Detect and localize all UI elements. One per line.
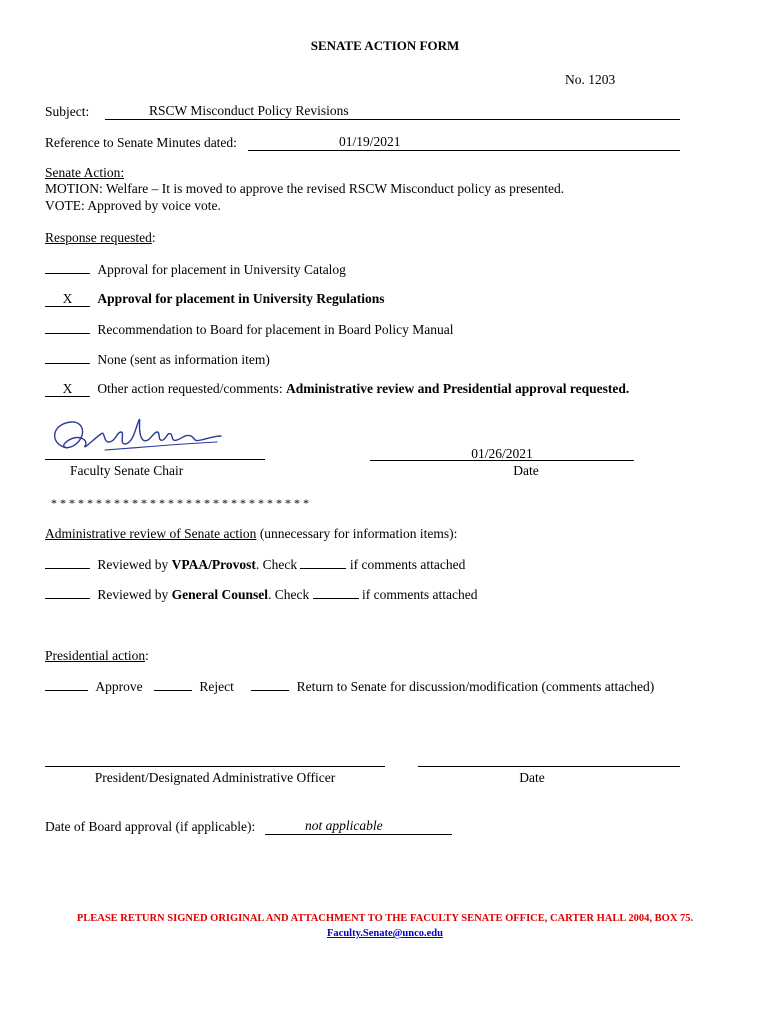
presidential-options [45, 678, 654, 695]
return-blank[interactable] [251, 678, 289, 691]
chair-date-label: Date [513, 463, 539, 478]
senate-action-heading: Senate Action: [45, 165, 125, 180]
response-item: Recommendation to Board for placement in Board Policy Manual [45, 321, 454, 338]
reference-field [248, 134, 680, 151]
board-approval-label: Date of Board approval (if applicable): [45, 819, 256, 834]
vote-text: VOTE: Approved by voice vote. [45, 198, 221, 213]
subject-label: Subject: [45, 104, 90, 119]
reject-label: Reject [199, 679, 234, 694]
president-date-label: Date [519, 770, 545, 785]
faculty-senate-email-link[interactable]: Faculty.Senate@unco.edu [327, 928, 443, 939]
vpaa-review-row: Reviewed by VPAA/Provost. Check if comments attached [45, 556, 465, 573]
president-label: President/Designated Administrative Officer [94, 770, 336, 785]
approve-blank[interactable] [45, 678, 88, 691]
board-approval-value: not applicable [305, 818, 383, 833]
response-item: None (sent as information item) [45, 351, 270, 368]
approve-label: Approve [95, 679, 143, 694]
handwritten-signature [45, 410, 225, 460]
chair-signature-line[interactable] [45, 459, 265, 460]
form-number-value: 1203 [588, 72, 616, 87]
return-notice: PLEASE RETURN SIGNED ORIGINAL AND ATTACHMENT TO THE FACULTY SENATE OFFICE, CARTER HALL 2004, BOX 75. [76, 913, 694, 924]
checkbox-marked[interactable]: X [45, 292, 90, 307]
vpaa-review-blank[interactable] [45, 556, 90, 569]
subject-field [105, 103, 680, 120]
response-item: X Approval for placement in University Regulations [45, 291, 385, 307]
motion-text: MOTION: Welfare – It is moved to approve the revised RSCW Misconduct policy as presented. [45, 181, 565, 196]
checkbox-blank[interactable] [45, 321, 90, 334]
chair-date-value: 01/26/2021 [471, 446, 533, 461]
response-item: X Other action requested/comments: Administrative review and Presidential approval requested. [45, 381, 629, 397]
admin-review-heading: Administrative review of Senate action (unnecessary for information items): [45, 526, 458, 541]
return-label: Return to Senate for discussion/modification (comments attached) [296, 679, 655, 694]
checkbox-marked[interactable]: X [45, 382, 90, 397]
reject-blank[interactable] [154, 678, 192, 691]
footer-email-wrap [0, 926, 770, 942]
checkbox-blank[interactable] [45, 261, 90, 274]
reference-value: 01/19/2021 [339, 134, 401, 149]
counsel-comments-blank[interactable] [313, 586, 359, 599]
form-number-label: No. [565, 72, 585, 87]
response-item: Approval for placement in University Catalog [45, 261, 346, 278]
chair-label: Faculty Senate Chair [70, 463, 184, 478]
president-signature-line[interactable] [45, 766, 385, 767]
vpaa-comments-blank[interactable] [300, 556, 346, 569]
reference-label: Reference to Senate Minutes dated: [45, 135, 237, 150]
subject-value: RSCW Misconduct Policy Revisions [149, 103, 349, 118]
counsel-review-row: Reviewed by General Counsel. Check if comments attached [45, 586, 477, 603]
checkbox-blank[interactable] [45, 351, 90, 364]
presidential-heading: Presidential action: [45, 648, 149, 663]
separator-stars: * * * * * * * * * * * * * * * * * * * * * * * * * * * * * [51, 496, 309, 510]
president-date-line[interactable] [418, 766, 680, 767]
response-heading: Response requested: [45, 230, 156, 245]
form-title: SENATE ACTION FORM [310, 38, 460, 53]
form-number [565, 72, 615, 88]
chair-date-line[interactable] [370, 460, 634, 461]
board-approval-field [265, 818, 452, 835]
counsel-review-blank[interactable] [45, 586, 90, 599]
